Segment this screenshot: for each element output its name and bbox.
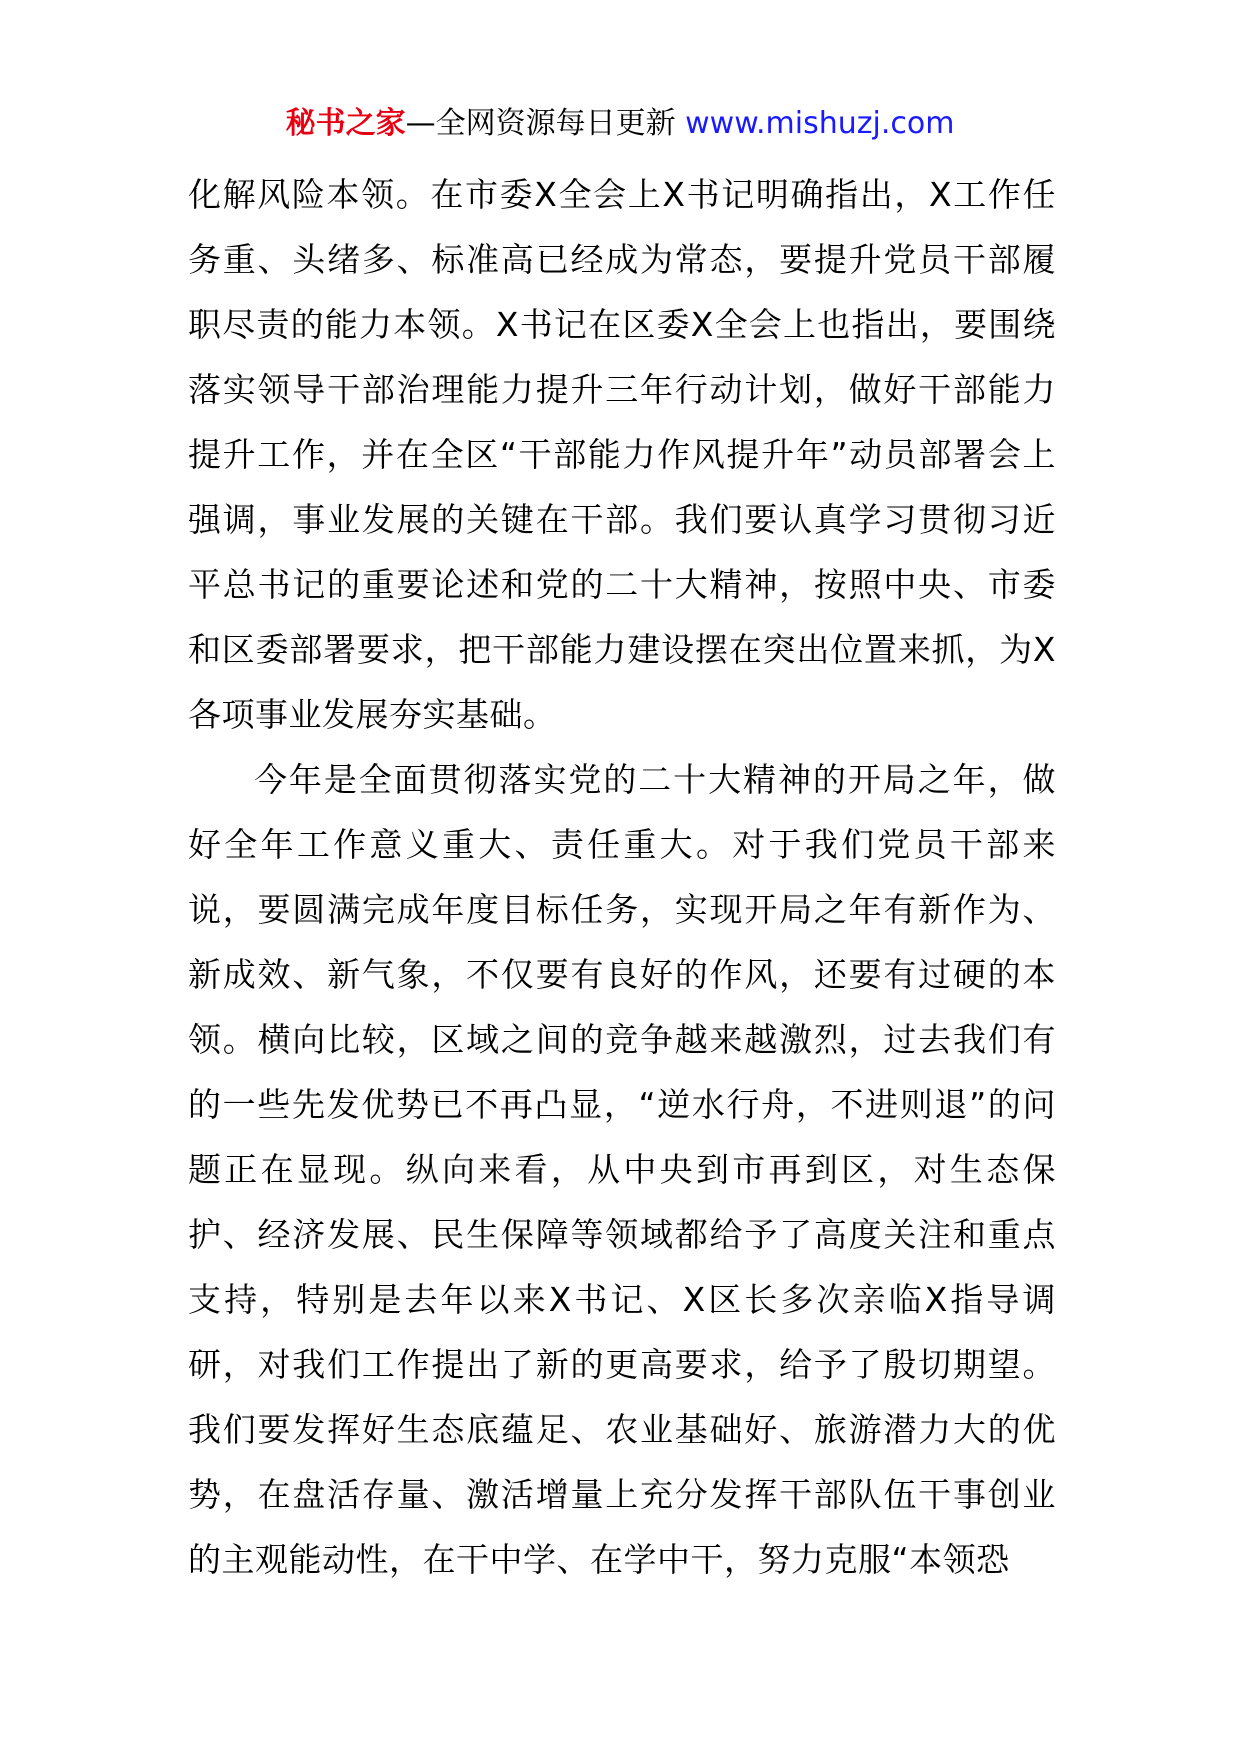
page-header — [0, 102, 1240, 146]
header-tagline: —全网资源每日更新 — [405, 106, 676, 141]
brand-name: 秘书之家 — [285, 106, 406, 141]
paragraph-1: 化解风险本领。在市委X全会上X书记明确指出，X工作任务重、头绪多、标准高已经成为常态，要提升党员干部履职尽责的能力本领。X书记在区委X全会上也指出，要围绕落实领导干部治理能力提升三年行动计划，做好干部能力提升工作，并在全区“干部能力作风提升年”动员部署会上强调，事业发展的关键在干部。我们要认真学习贯彻习近平总书记的重要论述和党的二十大精神，按照中央、市委和区委部署要求，把干部能力建设摆在突出位置来抓，为X各项事业发展夯实基础。 — [188, 175, 1056, 734]
site-url-link[interactable]: www.mishuzj.com — [685, 106, 955, 141]
paragraph-2: 今年是全面贯彻落实党的二十大精神的开局之年，做好全年工作意义重大、责任重大。对于我们党员干部来说，要圆满完成年度目标任务，实现开局之年有新作为、新成效、新气象，不仅要有良好的作风，还要有过硬的本领。横向比较，区域之间的竞争越来越激烈，过去我们有的一些先发优势已不再凸显，“逆水行舟，不进则退”的问题正在显现。纵向来看，从中央到市再到区，对生态保护、经济发展、民生保障等领域都给予了高度关注和重点支持，特别是去年以来X书记、X区长多次亲临X指导调研，对我们工作提出了新的更高要求，给予了殷切期望。我们要发挥好生态底蕴足、农业基础好、旅游潜力大的优势，在盘活存量、激活增量上充分发挥干部队伍干事创业的主观能动性，在干中学、在学中干，努力克服“本领恐 — [188, 760, 1056, 1579]
document-body — [188, 162, 1056, 1592]
